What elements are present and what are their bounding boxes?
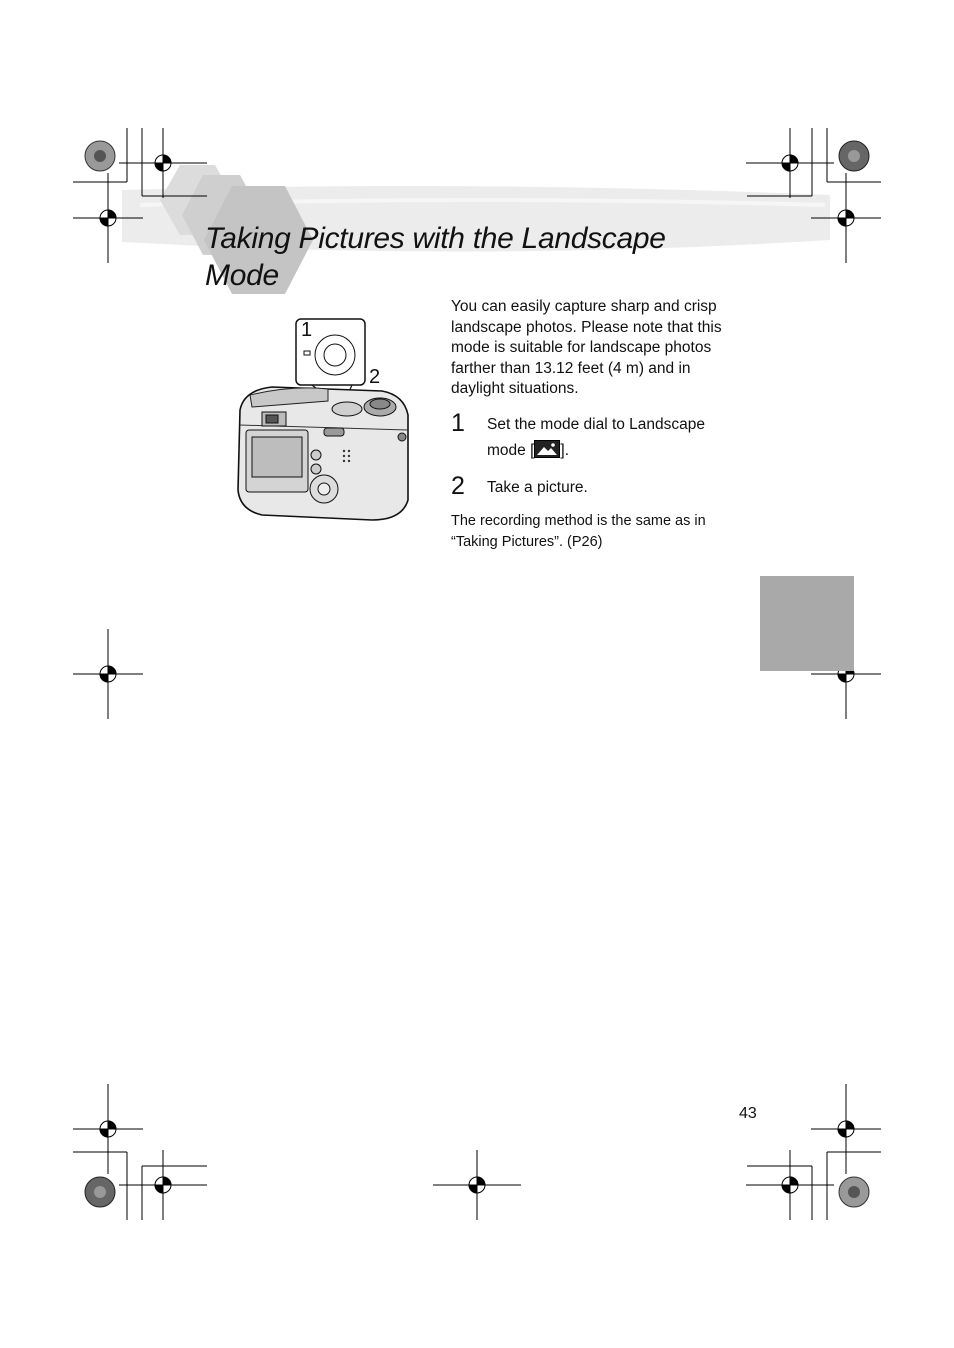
intro-paragraph [451, 297, 751, 400]
callout-2: 2 [369, 366, 381, 388]
page-title [205, 220, 725, 294]
note-line: The recording method is the same as in [451, 513, 706, 529]
page-title-line-2: Mode [205, 259, 279, 292]
step-1-line-2-after: ]. [560, 442, 570, 459]
camera-illustration [232, 315, 417, 525]
page-title-line-1: Taking Pictures with the Landscape [205, 222, 666, 255]
intro-line: farther than 13.12 feet (4 m) and in [451, 359, 691, 377]
page-number: 43 [739, 1105, 757, 1122]
step-1-text [487, 412, 757, 464]
note-paragraph [451, 511, 751, 553]
intro-line: landscape photos. Please note that this [451, 318, 722, 336]
step-1-line-2-before: mode [ [487, 442, 535, 459]
callout-1: 1 [301, 319, 313, 341]
step-2-text: Take a picture. [487, 479, 588, 496]
intro-line: You can easily capture sharp and crisp [451, 298, 717, 315]
note-line: “Taking Pictures”. (P26) [451, 534, 603, 550]
step-1-line-2 [487, 438, 757, 464]
step-1-number: 1 [451, 409, 465, 437]
step-2-number: 2 [451, 472, 465, 500]
chapter-side-tab [760, 576, 854, 671]
intro-line: daylight situations. [451, 380, 579, 397]
step-1-line-1: Set the mode dial to Landscape [487, 416, 706, 433]
intro-line: mode is suitable for landscape photos [451, 339, 712, 356]
landscape-mode-icon [534, 440, 560, 458]
